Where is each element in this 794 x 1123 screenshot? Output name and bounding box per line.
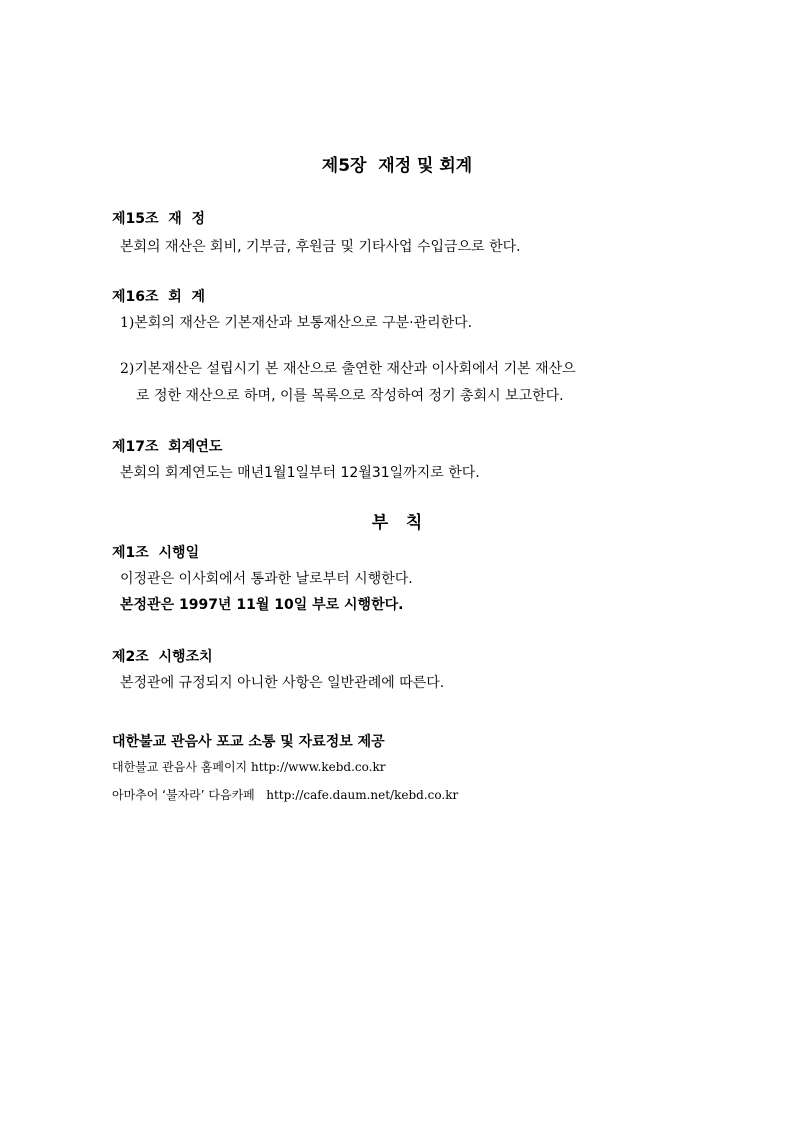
supplementary-article-1-heading: 제1조 시행일 [112, 545, 200, 561]
article-15-heading: 제15조 재 정 [112, 211, 206, 227]
article-15-body: 본회의 재산은 회비, 기부금, 후원금 및 기타사업 수입금으로 한다. [120, 239, 521, 255]
footer-heading: 대한불교 관음사 포교 소통 및 자료정보 제공 [112, 734, 385, 750]
chapter-title: 제5장 재정 및 회계 [321, 156, 473, 176]
supplementary-article-2-body: 본정관에 규정되지 아니한 사항은 일반관례에 따른다. [120, 675, 445, 691]
item-marker: 2) [120, 361, 135, 377]
article-17-heading: 제17조 회계연도 [112, 439, 223, 455]
supplementary-article-1-body-1: 이정관은 이사회에서 통과한 날로부터 시행한다. [120, 571, 413, 587]
cafe-link[interactable]: http://cafe.daum.net/kebd.co.kr [266, 788, 459, 802]
article-16-item-1 [120, 316, 472, 330]
item-text: 본회의 재산은 기본재산과 보통재산으로 구분·관리한다. [134, 315, 473, 331]
homepage-label: 대한불교 관음사 홈페이지 [112, 760, 248, 774]
article-16-item-2 [120, 362, 576, 376]
homepage-link[interactable]: http://www.kebd.co.kr [250, 760, 386, 774]
footer-homepage-line [112, 761, 385, 773]
supplementary-article-1-body-2: 본정관은 1997년 11월 10일 부로 시행한다. [120, 597, 404, 613]
article-17-body: 본회의 회계연도는 매년1월1일부터 12월31일까지로 한다. [120, 465, 480, 481]
supplementary-article-2-heading: 제2조 시행조치 [112, 649, 213, 665]
item-text: 기본재산은 설립시기 본 재산으로 출연한 재산과 이사회에서 기본 재산으 [134, 361, 576, 377]
item-marker: 1) [120, 315, 135, 331]
footer-cafe-line [112, 789, 458, 801]
supplementary-title: 부 칙 [371, 513, 423, 533]
article-16-item-2-continued: 로 정한 재산으로 하며, 이를 목록으로 작성하여 정기 총회시 보고한다. [136, 388, 564, 404]
cafe-label: 아마추어 ‘불자라’ 다음카페 [112, 788, 255, 802]
article-16-heading: 제16조 회 계 [112, 289, 206, 305]
